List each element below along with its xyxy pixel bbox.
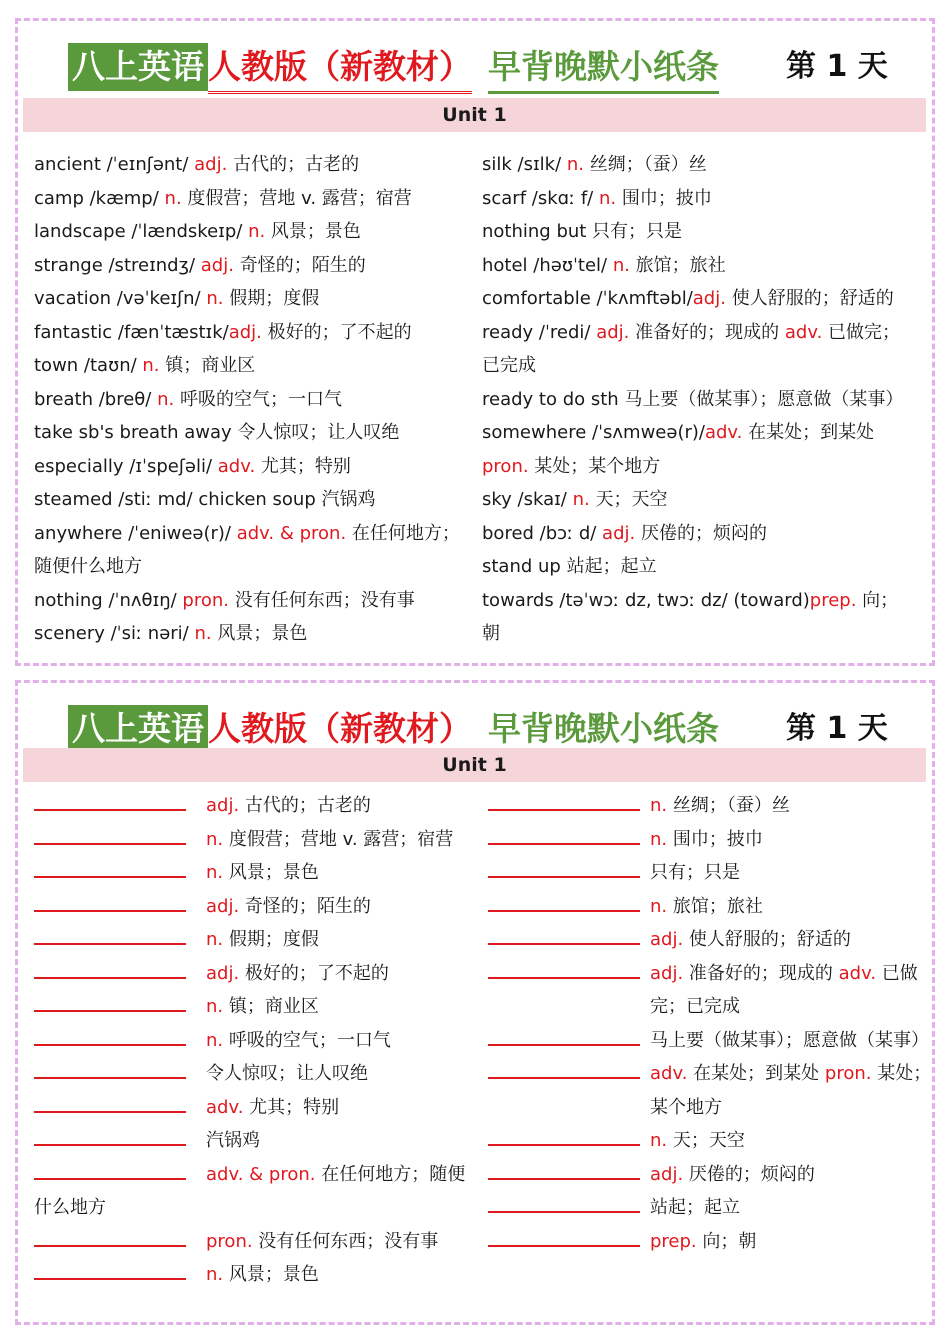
answer-blank[interactable] [488, 876, 640, 878]
answer-blank[interactable] [34, 1178, 186, 1180]
part-of-speech: adj. [206, 962, 240, 984]
vocab-entry [482, 483, 922, 517]
vocab-word: ready to do sth 马上要（做某事）；愿意做（某事） [482, 388, 904, 410]
answer-blank[interactable] [34, 943, 186, 945]
vocab-meaning: 某处； [871, 1063, 932, 1084]
unit-header: Unit 1 [23, 748, 926, 782]
part-of-speech: n. [248, 221, 266, 242]
vocab-entry [34, 450, 474, 484]
answer-blank[interactable] [34, 1010, 186, 1012]
vocab-entry [482, 617, 922, 651]
vocab-entry [34, 282, 474, 316]
quiz-meaning [650, 957, 918, 991]
quiz-meaning [206, 1024, 391, 1058]
part-of-speech: n. [157, 388, 175, 410]
vocab-meaning: 奇怪的；陌生的 [233, 254, 366, 276]
part-of-speech: adv. [650, 1063, 688, 1084]
answer-blank[interactable] [34, 977, 186, 979]
vocab-entry [482, 282, 922, 316]
vocab-meaning: 在某处；到某处 [687, 1063, 825, 1084]
vocab-word: breath /breθ/ [34, 388, 158, 410]
vocab-word: strange /streɪndʒ/ [34, 254, 201, 276]
quiz-entry [488, 957, 928, 991]
vocab-word: silk /sɪlk/ [482, 154, 567, 175]
quiz-entry [34, 789, 474, 823]
vocab-word: vacation /vəˈkeɪʃn/ [34, 288, 207, 309]
quiz-meaning [650, 1024, 929, 1058]
quiz-meaning [206, 1158, 465, 1192]
vocab-meaning: 古代的；古老的 [227, 154, 360, 175]
vocab-entry [482, 416, 922, 450]
quiz-entry [488, 789, 928, 823]
vocab-meaning: 风景；景色 [265, 221, 361, 242]
vocab-meaning: 完；已完成 [650, 996, 740, 1017]
vocab-meaning: 镇；商业区 [223, 996, 319, 1017]
answer-blank[interactable] [34, 809, 186, 811]
part-of-speech: n. [142, 355, 160, 376]
vocab-entry [34, 249, 474, 283]
quiz-entry [488, 990, 928, 1024]
vocab-entry [482, 249, 922, 283]
title-edition: 人教版（新教材） [208, 705, 472, 756]
answer-blank[interactable] [34, 843, 186, 845]
answer-blank[interactable] [488, 910, 640, 912]
part-of-speech: adv. [838, 962, 877, 984]
vocab-word: nothing but 只有；只是 [482, 221, 683, 242]
quiz-entry [34, 990, 474, 1024]
quiz-meaning [206, 890, 371, 924]
vocab-word: 随便什么地方 [34, 556, 142, 577]
part-of-speech: adj. [200, 254, 234, 276]
vocab-meaning: 呼吸的空气；一口气 [223, 1029, 391, 1051]
vocab-meaning: 准备好的；现成的 [629, 321, 785, 343]
vocab-meaning: 马上要（做某事）；愿意做（某事） [650, 1029, 929, 1051]
quiz-entry [34, 1191, 474, 1225]
answer-blank[interactable] [488, 1044, 640, 1046]
vocab-meaning: 呼吸的空气；一口气 [174, 388, 342, 410]
quiz-meaning [206, 1091, 339, 1125]
vocab-entry [34, 617, 474, 651]
quiz-meaning [650, 789, 790, 823]
quiz-meaning [206, 823, 453, 857]
vocab-meaning: 度假营；营地 v. 露营；宿营 [223, 828, 454, 850]
vocab-entry [34, 316, 474, 350]
quiz-meaning [650, 1191, 740, 1225]
vocab-meaning: 什么地方 [34, 1197, 106, 1218]
part-of-speech: n. [206, 929, 224, 950]
quiz-entry [34, 1225, 474, 1259]
answer-blank[interactable] [488, 1077, 640, 1079]
quiz-meaning [206, 1057, 368, 1091]
vocab-entry [482, 450, 922, 484]
vocab-entry [482, 584, 922, 618]
quiz-meaning [650, 1124, 745, 1158]
quiz-meaning [650, 1091, 722, 1125]
vocab-entry [34, 215, 474, 249]
vocab-entry [482, 316, 922, 350]
vocab-word: town /taʊn/ [34, 355, 143, 376]
quiz-entry [488, 1158, 928, 1192]
title-grade: 八上英语 [68, 43, 208, 91]
vocab-word: comfortable /ˈkʌmftəbl/ [482, 288, 693, 309]
vocab-meaning: 风景；景色 [223, 862, 319, 883]
vocab-word: scarf /skɑː f/ [482, 187, 599, 209]
part-of-speech: prep. [809, 589, 857, 611]
quiz-meaning [206, 789, 371, 823]
part-of-speech: adj. [602, 522, 636, 544]
vocab-entry [34, 383, 474, 417]
quiz-entry [488, 890, 928, 924]
quiz-entry [34, 823, 474, 857]
title-subtitle: 早背晚默小纸条 [488, 705, 719, 756]
vocab-entry [482, 349, 922, 383]
quiz-meaning [650, 1225, 756, 1259]
quiz-entry [34, 1124, 474, 1158]
part-of-speech: n. [650, 895, 668, 917]
vocab-word: 已完成 [482, 355, 536, 376]
part-of-speech: n. [598, 187, 617, 209]
vocab-word: sky /skaɪ/ [482, 489, 573, 510]
vocab-entry [34, 517, 474, 551]
part-of-speech: adj. [650, 1163, 684, 1185]
quiz-meaning [650, 990, 740, 1024]
vocab-meaning: 向；朝 [696, 1230, 757, 1252]
vocab-entry [482, 148, 922, 182]
vocab-meaning: 在任何地方； [346, 522, 460, 544]
quiz-entry [488, 823, 928, 857]
title-edition: 人教版（新教材） [208, 43, 472, 94]
part-of-speech: adv. [704, 422, 743, 443]
answer-blank[interactable] [488, 1144, 640, 1146]
vocab-word: take sb's breath away 令人惊叹；让人叹绝 [34, 422, 400, 443]
vocab-word: stand up 站起；起立 [482, 556, 657, 577]
part-of-speech: adj. [228, 321, 262, 343]
vocab-meaning: 已做 [876, 962, 918, 984]
vocab-meaning: 令人惊叹；让人叹绝 [206, 1063, 368, 1084]
quiz-entry [34, 1057, 474, 1091]
answer-blank[interactable] [34, 876, 186, 878]
quiz-meaning [206, 957, 389, 991]
part-of-speech: adj. [206, 795, 240, 816]
quiz-entry [34, 1091, 474, 1125]
quiz-entry [488, 1124, 928, 1158]
vocab-word: nothing /ˈnʌθɪŋ/ [34, 589, 183, 611]
vocab-meaning: 已做完； [822, 321, 901, 343]
quiz-entry [488, 1057, 932, 1091]
quiz-entry [488, 923, 928, 957]
quiz-entry [34, 1258, 474, 1292]
answer-blank[interactable] [488, 977, 640, 979]
answer-blank[interactable] [488, 1178, 640, 1180]
vocab-meaning: 古代的；古老的 [239, 795, 371, 816]
vocab-entry [482, 550, 922, 584]
vocab-word: ready /ˈredi/ [482, 321, 597, 343]
vocab-meaning: 厌倦的；烦闷的 [635, 522, 767, 544]
vocab-meaning: 使人舒服的；舒适的 [725, 288, 894, 309]
part-of-speech: adj. [650, 962, 684, 984]
part-of-speech: n. [206, 996, 224, 1017]
quiz-meaning [206, 1258, 319, 1292]
vocab-meaning: 极好的；了不起的 [261, 321, 412, 343]
vocab-entry [34, 416, 474, 450]
quiz-entry [488, 1191, 928, 1225]
part-of-speech: n. [612, 254, 630, 276]
vocab-meaning: 丝绸；（蚕）丝 [584, 154, 707, 175]
vocab-meaning: 天；天空 [589, 489, 668, 510]
vocab-meaning: 奇怪的；陌生的 [239, 895, 371, 917]
part-of-speech: n. [566, 154, 585, 175]
vocab-meaning: 站起；起立 [650, 1197, 740, 1218]
vocab-entry [34, 550, 474, 584]
vocab-entry [34, 148, 474, 182]
quiz-entry [488, 1091, 928, 1125]
quiz-meaning [650, 1158, 815, 1192]
vocab-meaning: 准备好的；现成的 [683, 962, 839, 984]
vocab-meaning: 度假营；营地 v. 露营；宿营 [181, 187, 412, 209]
vocab-word: towards /təˈwɔː dz, twɔː dz/ (toward) [482, 589, 810, 611]
part-of-speech: n. [164, 187, 182, 209]
vocab-meaning: 围巾；披巾 [616, 187, 712, 209]
vocab-entry [34, 584, 474, 618]
part-of-speech: pron. [182, 589, 229, 611]
vocab-word: hotel /həʊˈtel/ [482, 254, 613, 276]
part-of-speech: n. [206, 1029, 224, 1051]
part-of-speech: n. [572, 489, 590, 510]
quiz-entry [34, 1024, 474, 1058]
vocab-meaning: 旅馆；旅社 [629, 254, 726, 276]
quiz-entry [34, 957, 474, 991]
part-of-speech: n. [650, 828, 668, 850]
vocab-meaning: 极好的；了不起的 [239, 962, 389, 984]
vocab-meaning: 风景；景色 [211, 623, 308, 644]
part-of-speech: adj. [194, 154, 228, 175]
title-day: 第 1 天 [786, 49, 888, 84]
vocab-column-right [482, 148, 922, 651]
vocab-meaning: 没有任何东西；没有事 [229, 589, 415, 611]
vocab-card-reference [15, 18, 935, 666]
answer-blank[interactable] [34, 1077, 186, 1079]
part-of-speech: n. [206, 862, 224, 883]
part-of-speech: adv. [784, 321, 823, 343]
part-of-speech: pron. [824, 1063, 872, 1084]
answer-blank[interactable] [34, 1245, 186, 1247]
vocab-word: camp /kæmp/ [34, 187, 165, 209]
vocab-meaning: 旅馆；旅社 [667, 895, 763, 917]
quiz-meaning [206, 990, 319, 1024]
title-day: 第 1 天 [786, 711, 888, 746]
title-grade: 八上英语 [68, 705, 208, 753]
quiz-meaning [206, 1225, 438, 1259]
part-of-speech: adj. [596, 321, 630, 343]
quiz-entry [34, 890, 474, 924]
vocab-entry [34, 349, 474, 383]
quiz-column-right [488, 789, 932, 1258]
vocab-word: somewhere /ˈsʌmweə(r)/ [482, 422, 705, 443]
vocab-meaning: 在某处；到某处 [742, 422, 875, 443]
part-of-speech: adv. [206, 1096, 244, 1118]
vocab-word: ancient /ˈeɪnʃənt/ [34, 154, 195, 175]
quiz-meaning [650, 823, 763, 857]
answer-blank[interactable] [34, 1044, 186, 1046]
vocab-meaning: 向； [856, 589, 899, 611]
answer-blank[interactable] [488, 809, 640, 811]
part-of-speech: prep. [650, 1230, 697, 1252]
vocab-column-left [34, 148, 474, 651]
vocab-meaning: 汽锅鸡 [206, 1130, 260, 1151]
quiz-entry [34, 1158, 474, 1192]
title-banner [68, 43, 898, 95]
vocab-meaning: 厌倦的；烦闷的 [683, 1163, 815, 1185]
vocab-entry [482, 182, 922, 216]
answer-blank[interactable] [488, 1211, 640, 1213]
answer-blank[interactable] [34, 1278, 186, 1280]
quiz-meaning [650, 890, 763, 924]
part-of-speech: n. [650, 1130, 668, 1151]
vocab-meaning: 假期；度假 [223, 288, 320, 309]
quiz-entry [488, 1225, 928, 1259]
vocab-meaning: 只有；只是 [650, 862, 740, 883]
vocab-meaning: 某处；某个地方 [528, 455, 661, 477]
vocab-meaning: 假期；度假 [223, 929, 319, 950]
part-of-speech: adj. [692, 288, 726, 309]
quiz-entry [34, 856, 474, 890]
part-of-speech: pron. [482, 455, 529, 477]
answer-blank[interactable] [488, 843, 640, 845]
vocab-entry [34, 483, 474, 517]
quiz-entry [488, 1024, 928, 1058]
part-of-speech: n. [206, 288, 224, 309]
vocab-word: landscape /ˈlændskeɪp/ [34, 221, 249, 242]
vocab-meaning: 没有任何东西；没有事 [252, 1230, 439, 1252]
vocab-meaning: 尤其；特别 [243, 1096, 340, 1118]
vocab-meaning: 使人舒服的；舒适的 [683, 929, 851, 950]
vocab-word: anywhere /ˈeniweə(r)/ [34, 522, 237, 544]
part-of-speech: n. [194, 623, 212, 644]
answer-blank[interactable] [488, 1245, 640, 1247]
vocab-card-quiz [15, 680, 935, 1325]
vocab-meaning: 在任何地方；随便 [315, 1163, 466, 1185]
answer-blank[interactable] [488, 943, 640, 945]
part-of-speech: adj. [650, 929, 684, 950]
vocab-word: especially /ɪˈspeʃəli/ [34, 455, 218, 477]
vocab-entry [482, 215, 922, 249]
vocab-meaning: 尤其；特别 [255, 455, 351, 477]
vocab-meaning: 某个地方 [650, 1096, 722, 1118]
part-of-speech: pron. [206, 1230, 253, 1252]
vocab-word: 朝 [482, 623, 500, 644]
vocab-entry [482, 383, 922, 417]
quiz-entry [34, 923, 474, 957]
quiz-meaning [34, 1191, 106, 1225]
vocab-word: steamed /stiː md/ chicken soup 汽锅鸡 [34, 489, 376, 510]
quiz-meaning [650, 856, 740, 890]
vocab-word: scenery /ˈsiː nəri/ [34, 623, 195, 644]
vocab-word: bored /bɔː d/ [482, 522, 603, 544]
part-of-speech: adj. [206, 895, 240, 917]
vocab-meaning: 天；天空 [667, 1130, 745, 1151]
quiz-meaning [206, 923, 319, 957]
vocab-meaning: 镇；商业区 [159, 355, 256, 376]
answer-blank[interactable] [34, 1144, 186, 1146]
answer-blank[interactable] [34, 1111, 186, 1113]
part-of-speech: n. [206, 828, 224, 850]
title-subtitle: 早背晚默小纸条 [488, 43, 719, 94]
vocab-entry [482, 517, 922, 551]
part-of-speech: adv. & pron. [236, 522, 347, 544]
vocab-meaning: 围巾；披巾 [667, 828, 763, 850]
part-of-speech: adv. & pron. [206, 1163, 316, 1185]
answer-blank[interactable] [34, 910, 186, 912]
quiz-meaning [650, 923, 851, 957]
quiz-meaning [206, 1124, 260, 1158]
quiz-column-left [34, 789, 474, 1292]
vocab-entry [34, 182, 474, 216]
vocab-word: fantastic /fænˈtæstɪk/ [34, 321, 229, 343]
part-of-speech: adv. [217, 455, 256, 477]
vocab-meaning: 风景；景色 [223, 1264, 319, 1285]
quiz-entry [488, 856, 928, 890]
part-of-speech: n. [650, 795, 668, 816]
unit-header: Unit 1 [23, 98, 926, 132]
quiz-meaning [206, 856, 319, 890]
vocab-meaning: 丝绸；（蚕）丝 [667, 795, 790, 816]
part-of-speech: n. [206, 1264, 224, 1285]
quiz-meaning [650, 1057, 931, 1091]
